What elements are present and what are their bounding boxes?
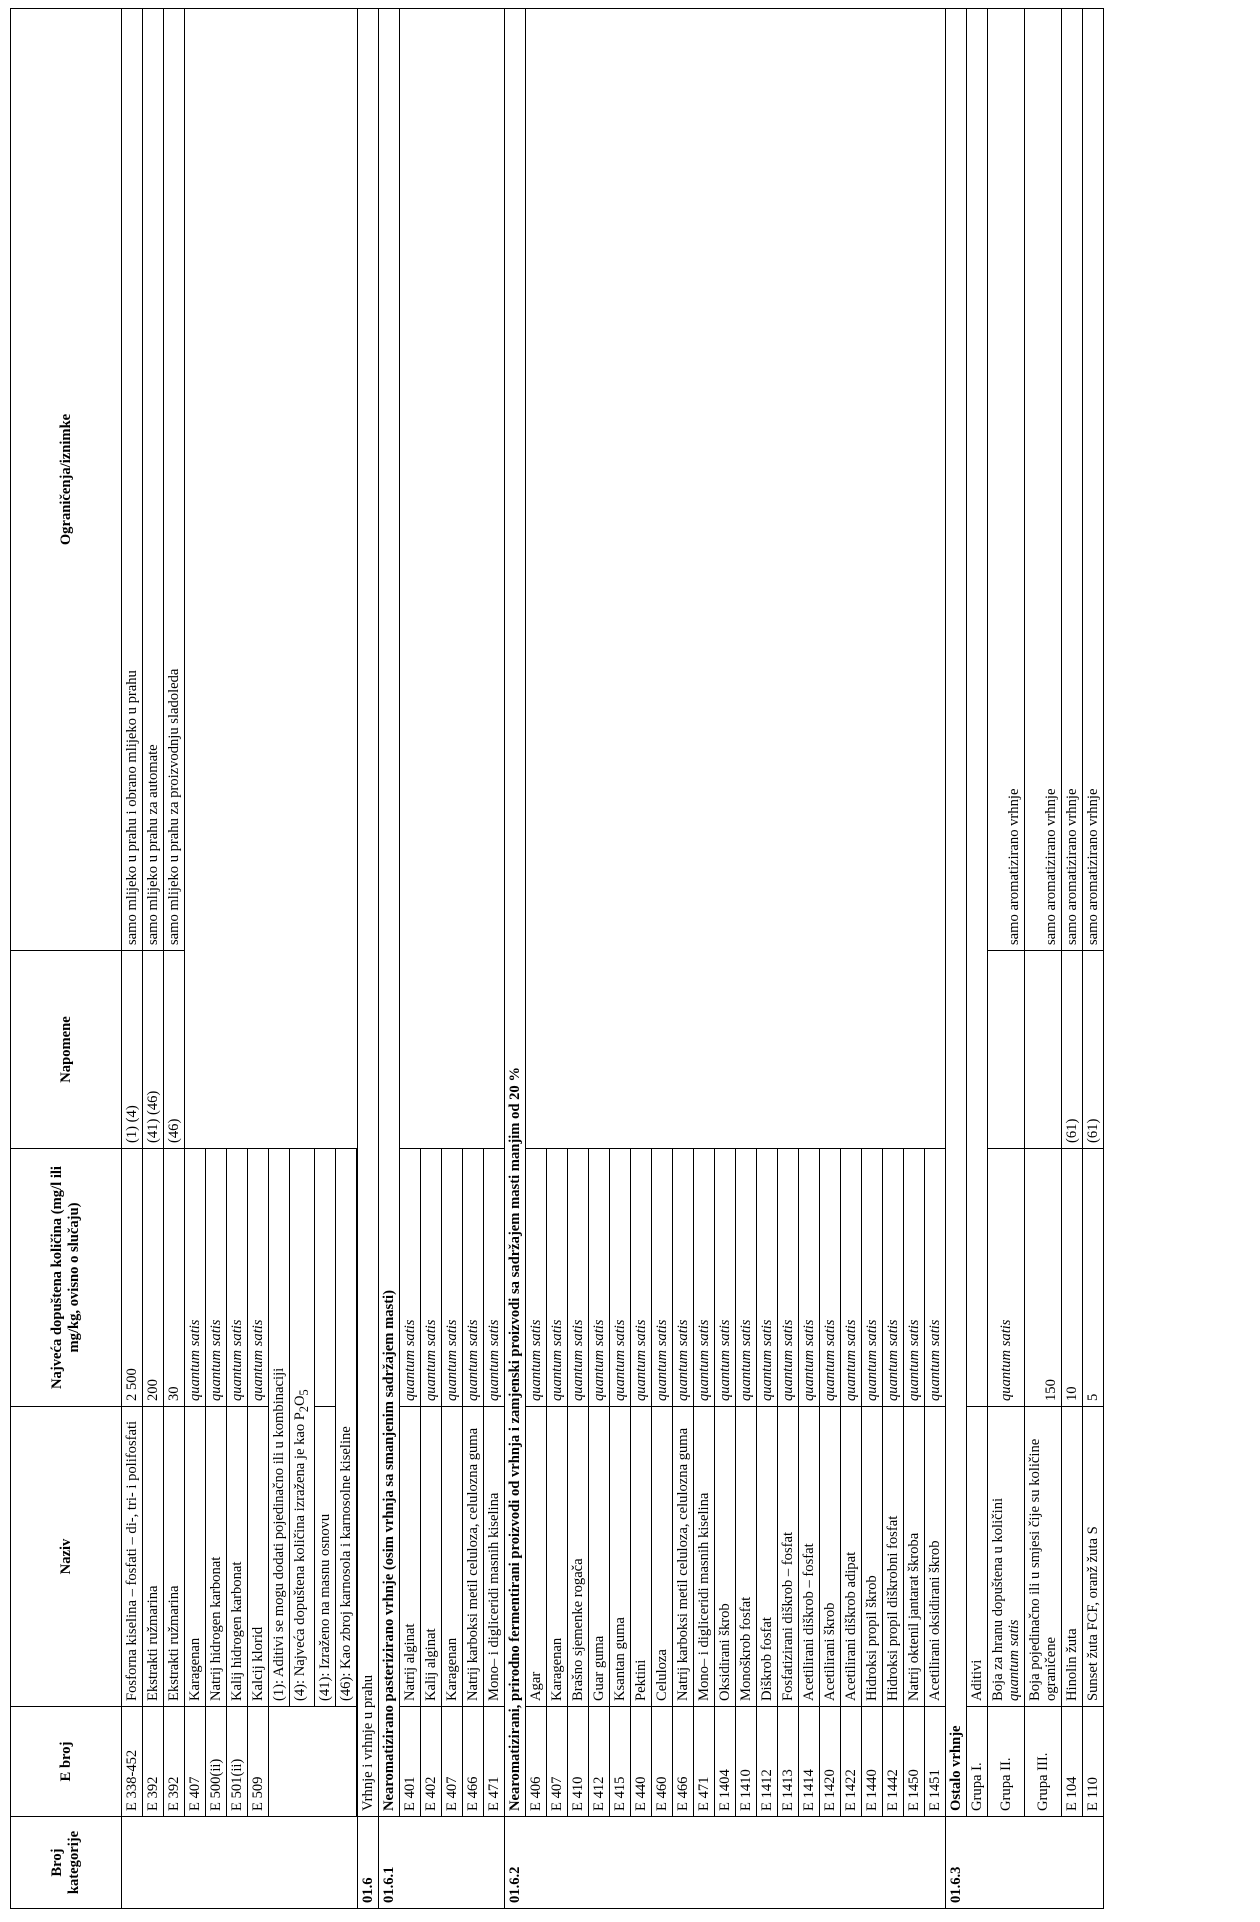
e-number: E 410: [567, 1707, 588, 1817]
notes: (1) (4): [122, 951, 143, 1149]
additive-name: Ekstrakti ružmarina: [164, 1407, 185, 1707]
max-level: quantum satis: [798, 1149, 819, 1407]
table-row: [1061, 9, 1082, 1909]
additive-name: Natrij karboksi metil celuloza, celulozna guma: [672, 1407, 693, 1707]
table-row: [143, 9, 164, 1909]
group-label: Grupa III.: [1024, 1707, 1061, 1817]
max-level: quantum satis: [588, 1149, 609, 1407]
e-number: E 466: [672, 1707, 693, 1817]
e-number: E 392: [164, 1707, 185, 1817]
additive-name: Hinolin žuta: [1061, 1407, 1082, 1707]
additive-name: Oksidirani škrob: [714, 1407, 735, 1707]
additive-name: Karagenan: [185, 1407, 206, 1707]
max-level: quantum satis: [248, 1149, 269, 1407]
max-level: quantum satis: [693, 1149, 714, 1407]
restrictions: samo mlijeko u prahu za proizvodnju sladoleda: [164, 9, 185, 951]
blank-area: [966, 9, 987, 1407]
category-row: [504, 9, 525, 1909]
max-level: quantum satis: [399, 1149, 420, 1407]
max-level: quantum satis: [777, 1149, 798, 1407]
e-number: E 415: [609, 1707, 630, 1817]
additive-name: Natrij hidrogen karbonat: [206, 1407, 227, 1707]
header-e-number: E broj: [11, 1707, 122, 1817]
category-title: Vrhnje i vrhnje u prahu: [357, 9, 378, 1817]
e-number: E 110: [1082, 1707, 1103, 1817]
additive-name: Guar guma: [588, 1407, 609, 1707]
max-level: quantum satis: [441, 1149, 462, 1407]
footnote-spacer-2: [314, 1149, 335, 1407]
e-number: E 406: [525, 1707, 546, 1817]
e-number: E 104: [1061, 1707, 1082, 1817]
group-name: Aditivi: [966, 1407, 987, 1707]
max-level: quantum satis: [756, 1149, 777, 1407]
additive-name: Fosfatizirani diškrob – fosfat: [777, 1407, 798, 1707]
max-level: quantum satis: [525, 1149, 546, 1407]
footnote-1: (1): Aditivi se mogu dodati pojedinačno ili u kombinaciji: [269, 1149, 290, 1707]
table-row: [122, 9, 143, 1909]
e-number: E 1413: [777, 1707, 798, 1817]
additive-name: Acetilirani diškrob – fosfat: [798, 1407, 819, 1707]
group-label: Grupa I.: [966, 1707, 987, 1817]
e-number: E 1442: [882, 1707, 903, 1817]
max-level: quantum satis: [630, 1149, 651, 1407]
e-number: E 1414: [798, 1707, 819, 1817]
food-additives-table: [10, 8, 1104, 1909]
table-row: [525, 9, 546, 1909]
e-number: E 407: [546, 1707, 567, 1817]
table-row: [966, 9, 987, 1909]
e-number: E 1412: [756, 1707, 777, 1817]
header-name: Naziv: [11, 1407, 122, 1707]
additive-name: Natrij alginat: [399, 1407, 420, 1707]
header-row: [11, 9, 122, 1909]
max-level: quantum satis: [567, 1149, 588, 1407]
e-number: E 440: [630, 1707, 651, 1817]
header-restrictions: Ograničenja/iznimke: [11, 9, 122, 951]
max-level: quantum satis: [609, 1149, 630, 1407]
group-name: Boja pojedinačno ili u smjesi čije su količine ograničene: [1024, 1407, 1061, 1707]
footnote-4-sub: 2: [296, 1406, 311, 1413]
additive-name: Brašno sjemenke rogača: [567, 1407, 588, 1707]
e-number: E 1404: [714, 1707, 735, 1817]
notes-empty: [1024, 951, 1061, 1149]
max-level: quantum satis: [924, 1149, 945, 1407]
footnote-4-sub2: 5: [296, 1389, 311, 1396]
e-number: E 1440: [861, 1707, 882, 1817]
footnote-41: (41): Izraženo na masnu osnovu: [314, 1407, 335, 1707]
max-level: quantum satis: [483, 1149, 504, 1407]
additive-name: Ekstrakti ružmarina: [143, 1407, 164, 1707]
e-number: E 1451: [924, 1707, 945, 1817]
additive-name: Hidroksi propil škrob: [861, 1407, 882, 1707]
restrictions: samo aromatizirano vrhnje: [1024, 9, 1061, 951]
category-title: Nearomatizirano pasterizirano vrhnje (osim vrhnja sa smanjenim sadržajem masti): [378, 9, 399, 1817]
category-cell-empty: [122, 1817, 358, 1909]
additive-name: Natrij karboksi metil celuloza, celulozna guma: [462, 1407, 483, 1707]
additive-name: Mono– i digliceridi masnih kiselina: [693, 1407, 714, 1707]
e-number: E 1410: [735, 1707, 756, 1817]
category-title: Ostalo vrhnje: [945, 9, 966, 1817]
group-name: [987, 1407, 1024, 1707]
e-number: E 392: [143, 1707, 164, 1817]
restrictions: samo mlijeko u prahu za automate: [143, 9, 164, 951]
max-level: quantum satis: [185, 1149, 206, 1407]
table-row: [1082, 9, 1103, 1909]
blank-area: [525, 9, 945, 1149]
footnote-46: (46): Kao zbroj karnosola i karnosolne kiseline: [335, 1149, 356, 1707]
e-number: E 402: [420, 1707, 441, 1817]
e-number: E 338-452: [122, 1707, 143, 1817]
additive-name: Acetilirani oksidirani škrob: [924, 1407, 945, 1707]
notes: (61): [1082, 951, 1103, 1149]
max-level: 10: [1061, 1149, 1082, 1407]
max-level: quantum satis: [546, 1149, 567, 1407]
additive-name: Monoškrob fosfat: [735, 1407, 756, 1707]
restrictions: samo aromatizirano vrhnje: [987, 9, 1024, 951]
additive-name: Kalij alginat: [420, 1407, 441, 1707]
header-max-level: Najveća dopuštena količina (mg/l ili mg/kg, ovisno o slučaju): [11, 1149, 122, 1407]
max-level: quantum satis: [882, 1149, 903, 1407]
max-level: quantum satis: [420, 1149, 441, 1407]
table-row: [185, 9, 206, 1909]
category-number: 01.6.1: [378, 1817, 504, 1909]
restrictions: samo aromatizirano vrhnje: [1061, 9, 1082, 951]
additive-name: Hidroksi propil diškrobni fosfat: [882, 1407, 903, 1707]
e-number: E 509: [248, 1707, 269, 1817]
category-row: [945, 9, 966, 1909]
max-level: quantum satis: [861, 1149, 882, 1407]
additive-name: Acetilirani diškrob adipat: [840, 1407, 861, 1707]
e-number: E 471: [483, 1707, 504, 1817]
additive-name: Acetilirani škrob: [819, 1407, 840, 1707]
max-level: quantum satis: [462, 1149, 483, 1407]
footnote-4-text: (4): Najveća dopuštena količina izražena je kao P: [292, 1412, 308, 1701]
group-name-italic: quantum satis: [1005, 1619, 1022, 1701]
notes: (46): [164, 951, 185, 1149]
max-level: quantum satis: [672, 1149, 693, 1407]
additive-name: Pektini: [630, 1407, 651, 1707]
table-row: [1024, 9, 1061, 1909]
notes: (61): [1061, 951, 1082, 1149]
e-number: E 466: [462, 1707, 483, 1817]
category-row: [357, 9, 378, 1909]
max-level: quantum satis: [819, 1149, 840, 1407]
additive-name: Celuloza: [651, 1407, 672, 1707]
e-number: E 460: [651, 1707, 672, 1817]
max-level: 5: [1082, 1149, 1103, 1407]
max-level: 30: [164, 1149, 185, 1407]
additive-name: Kalcij klorid: [248, 1407, 269, 1707]
additive-name: Natrij oktenil jantarat škroba: [903, 1407, 924, 1707]
max-level: quantum satis: [651, 1149, 672, 1407]
restrictions: samo aromatizirano vrhnje: [1082, 9, 1103, 951]
additive-name: Karagenan: [441, 1407, 462, 1707]
table-row: [987, 9, 1024, 1909]
category-title: Nearomatizirani, prirodno fermentirani proizvodi od vrhnja i zamjenski proizvodi sa sadržajem masti manjim od 20 %: [504, 9, 525, 1817]
e-number: E 500(ii): [206, 1707, 227, 1817]
category-row: [378, 9, 399, 1909]
blank-area: [185, 9, 358, 1149]
additive-name: Kalij hidrogen karbonat: [227, 1407, 248, 1707]
max-level: 200: [143, 1149, 164, 1407]
notes-empty: [987, 951, 1024, 1149]
max-level: quantum satis: [903, 1149, 924, 1407]
category-number: 01.6: [357, 1817, 378, 1909]
footnote-spacer: [269, 1707, 357, 1817]
category-number: 01.6.2: [504, 1817, 945, 1909]
e-number: E 1450: [903, 1707, 924, 1817]
e-number: E 407: [441, 1707, 462, 1817]
additive-name: Fosforna kiselina – fosfati – di-, tri- i polifosfati: [122, 1407, 143, 1707]
e-number: E 1420: [819, 1707, 840, 1817]
max-level: quantum satis: [227, 1149, 248, 1407]
e-number: E 471: [693, 1707, 714, 1817]
additive-name: Mono– i digliceridi masnih kiselina: [483, 1407, 504, 1707]
group-label: Grupa II.: [987, 1707, 1024, 1817]
additive-name: Sunset žuta FCF, oranž žuta S: [1082, 1407, 1103, 1707]
group-name-text: Boja za hranu dopuštena u količini: [989, 1497, 1006, 1701]
header-notes: Napomene: [11, 951, 122, 1149]
max-level: quantum satis: [735, 1149, 756, 1407]
footnote-4: [290, 1149, 315, 1707]
max-level: 2 500: [122, 1149, 143, 1407]
e-number: E 412: [588, 1707, 609, 1817]
category-number: 01.6.3: [945, 1817, 1103, 1909]
additive-name: Agar: [525, 1407, 546, 1707]
max-level: quantum satis: [987, 1149, 1024, 1407]
notes: (41) (46): [143, 951, 164, 1149]
blank-area: [399, 9, 504, 1149]
e-number: E 407: [185, 1707, 206, 1817]
additive-name: Diškrob fosfat: [756, 1407, 777, 1707]
e-number: E 401: [399, 1707, 420, 1817]
table-row: [164, 9, 185, 1909]
additive-name: Karagenan: [546, 1407, 567, 1707]
max-level: quantum satis: [840, 1149, 861, 1407]
e-number: E 501(ii): [227, 1707, 248, 1817]
max-level: quantum satis: [714, 1149, 735, 1407]
additive-name: Ksantan guma: [609, 1407, 630, 1707]
table-row: [399, 9, 420, 1909]
e-number: E 1422: [840, 1707, 861, 1817]
header-category-number: Broj kategorije: [11, 1817, 122, 1909]
footnote-4-o: O: [292, 1395, 308, 1406]
max-level: 150: [1024, 1149, 1061, 1407]
restrictions: samo mlijeko u prahu i obrano mlijeko u prahu: [122, 9, 143, 951]
max-level: quantum satis: [206, 1149, 227, 1407]
